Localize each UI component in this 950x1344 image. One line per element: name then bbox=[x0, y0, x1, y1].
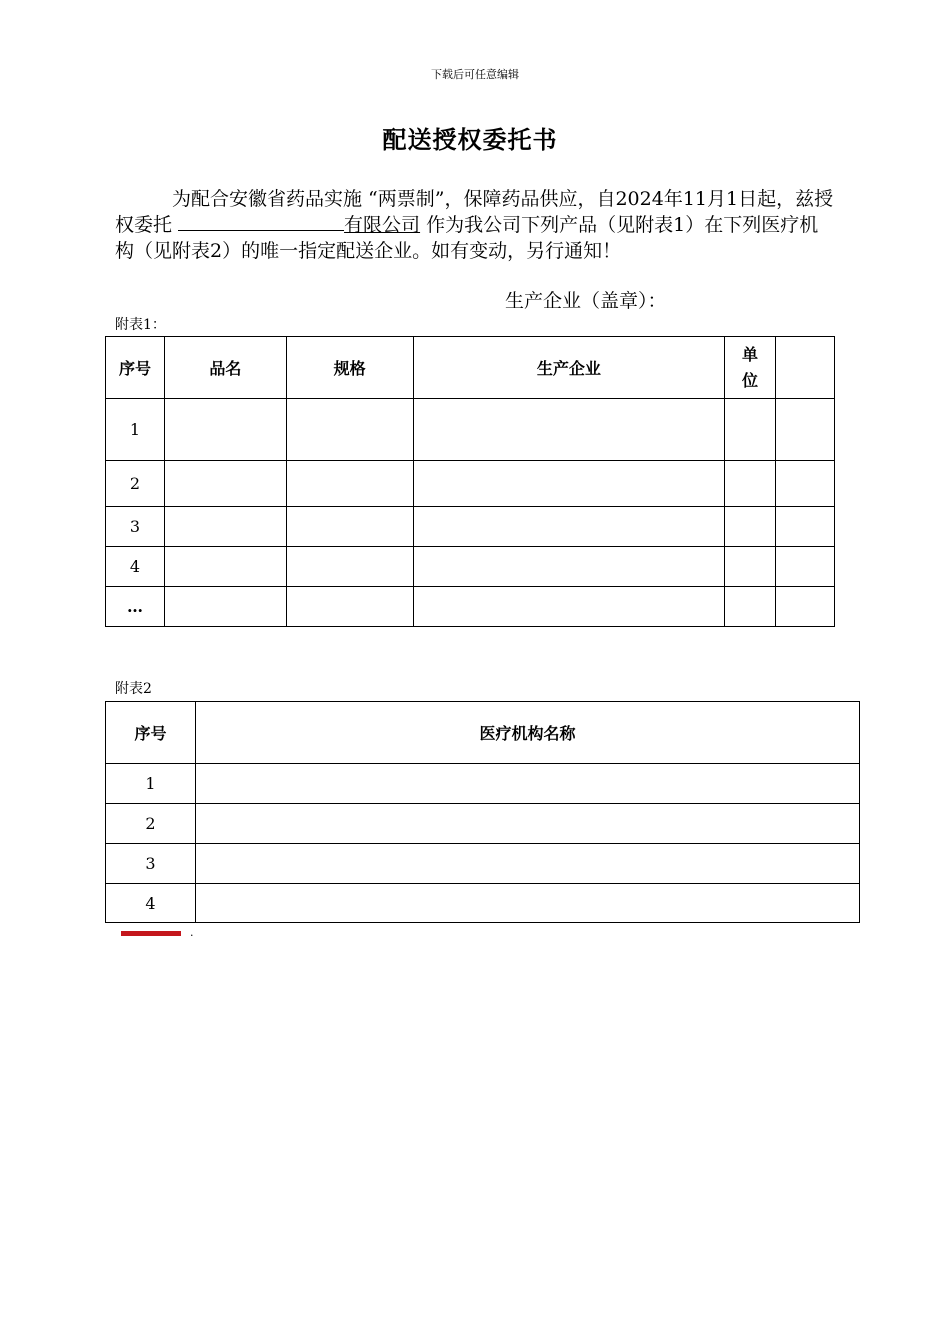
cell bbox=[413, 547, 725, 587]
cell bbox=[725, 587, 776, 627]
cell bbox=[164, 461, 286, 507]
cell bbox=[413, 507, 725, 547]
col-header-index: 序号 bbox=[106, 337, 165, 399]
row-index: 3 bbox=[106, 507, 165, 547]
col-header-unit: 单位 bbox=[725, 337, 776, 399]
cell bbox=[286, 587, 413, 627]
cell bbox=[164, 587, 286, 627]
header-note: 下载后可任意编辑 bbox=[431, 68, 519, 81]
table-row bbox=[106, 587, 835, 627]
row-index: 3 bbox=[106, 844, 196, 884]
cell bbox=[776, 547, 835, 587]
cell bbox=[195, 804, 859, 844]
cell bbox=[413, 461, 725, 507]
document-title: 配送授权委托书 bbox=[382, 126, 558, 154]
table-row bbox=[106, 764, 860, 804]
row-index: 4 bbox=[106, 547, 165, 587]
cell bbox=[286, 399, 413, 461]
table-row bbox=[106, 461, 835, 507]
cell bbox=[164, 547, 286, 587]
row-index: 1 bbox=[106, 399, 165, 461]
seal-label: 生产企业（盖章）： bbox=[505, 290, 667, 312]
row-index: 2 bbox=[106, 461, 165, 507]
cell bbox=[413, 399, 725, 461]
red-mark bbox=[121, 931, 181, 936]
table-row bbox=[106, 804, 860, 844]
product-table bbox=[105, 336, 835, 627]
col-header-manufacturer: 生产企业 bbox=[413, 337, 725, 399]
row-index: 4 bbox=[106, 884, 196, 923]
authorization-paragraph bbox=[115, 186, 835, 264]
paragraph-part1: 为配合安徽省药品实施 “两票制”，保障药品供应，自2024年11月1日起，兹授权委托 bbox=[115, 188, 834, 236]
footer-dot: . bbox=[190, 926, 194, 939]
col-header-extra bbox=[776, 337, 835, 399]
table-row bbox=[106, 844, 860, 884]
cell bbox=[776, 507, 835, 547]
col-header-institution-name: 医疗机构名称 bbox=[195, 702, 859, 764]
table-row bbox=[106, 547, 835, 587]
cell bbox=[413, 587, 725, 627]
table2-caption: 附表2 bbox=[115, 681, 152, 697]
row-index: … bbox=[106, 587, 165, 627]
paragraph-part2: 作为我公司下列产品（见附表1）在下列医疗机构（见附表2）的唯一指定配送企业。如有变动，另行通知！ bbox=[115, 214, 819, 262]
table1-caption: 附表1： bbox=[115, 317, 166, 333]
table-row bbox=[106, 884, 860, 923]
col-header-index: 序号 bbox=[106, 702, 196, 764]
cell bbox=[725, 547, 776, 587]
cell bbox=[195, 844, 859, 884]
col-header-product-name: 品名 bbox=[164, 337, 286, 399]
cell bbox=[725, 461, 776, 507]
cell bbox=[776, 399, 835, 461]
cell bbox=[725, 399, 776, 461]
cell bbox=[195, 884, 859, 923]
table-row bbox=[106, 507, 835, 547]
cell bbox=[286, 507, 413, 547]
cell bbox=[286, 461, 413, 507]
cell bbox=[164, 399, 286, 461]
company-suffix: 有限公司 bbox=[344, 214, 421, 236]
cell bbox=[776, 461, 835, 507]
table-row bbox=[106, 399, 835, 461]
cell bbox=[725, 507, 776, 547]
cell bbox=[286, 547, 413, 587]
institution-table bbox=[105, 701, 860, 923]
cell bbox=[195, 764, 859, 804]
company-name-blank bbox=[178, 212, 344, 231]
row-index: 1 bbox=[106, 764, 196, 804]
row-index: 2 bbox=[106, 804, 196, 844]
cell bbox=[164, 507, 286, 547]
col-header-spec: 规格 bbox=[286, 337, 413, 399]
cell bbox=[776, 587, 835, 627]
